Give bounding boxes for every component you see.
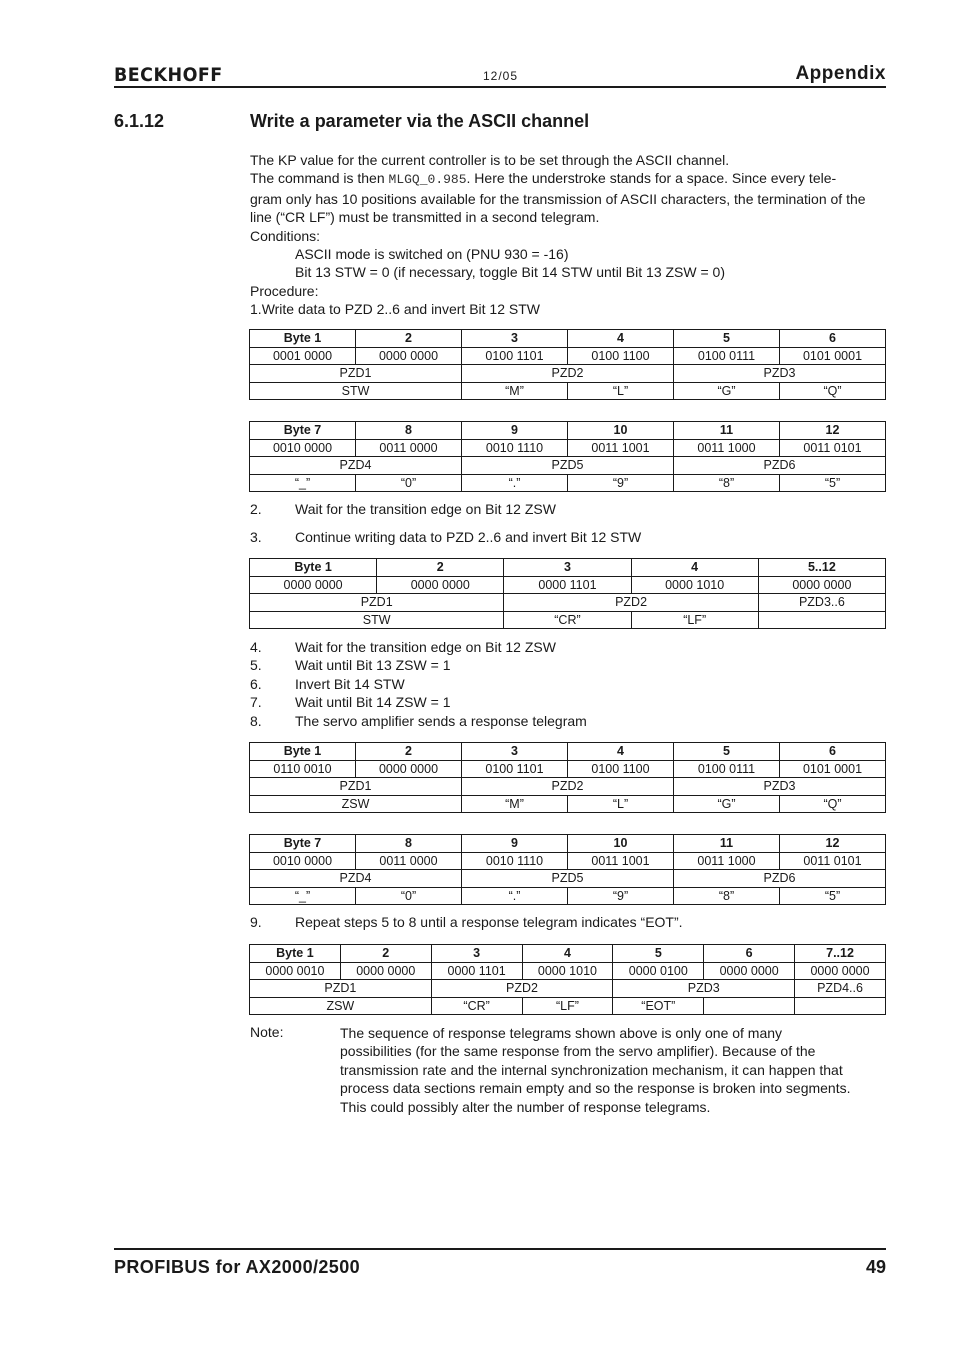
char-cell: “.” [462, 474, 568, 492]
table-row [250, 611, 886, 629]
bits-cell: 0100 1100 [568, 347, 674, 365]
header-cell: 10 [568, 422, 674, 440]
bits-cell: 0011 1000 [674, 852, 780, 870]
table-header-row [250, 559, 886, 577]
header-cell: Byte 1 [250, 743, 356, 761]
bits-cell: 0011 1000 [674, 439, 780, 457]
header-cell: 7..12 [795, 945, 886, 963]
intro-text [250, 151, 866, 319]
bits-cell: 0101 0001 [780, 760, 886, 778]
section-title: Write a parameter via the ASCII channel [250, 111, 590, 131]
char-cell: “_” [250, 474, 356, 492]
bits-cell: 0100 0111 [674, 347, 780, 365]
bits-cell: 0011 0101 [780, 852, 886, 870]
bits-cell: 0000 0000 [356, 760, 462, 778]
bits-cell: 0000 1101 [504, 576, 631, 594]
telegram-table-5 [249, 834, 886, 905]
char-cell: “8” [674, 474, 780, 492]
header-cell: 3 [431, 945, 522, 963]
table-row [250, 365, 886, 383]
header-cell: 3 [504, 559, 631, 577]
header-cell: 9 [462, 422, 568, 440]
bits-cell: 0010 1110 [462, 439, 568, 457]
pzd-cell: PZD4 [250, 870, 462, 888]
step-item: 4. Wait for the transition edge on Bit 12 ZSW [250, 639, 556, 655]
char-cell: “L” [568, 795, 674, 813]
table-row [250, 474, 886, 492]
bits-cell: 0100 1101 [462, 760, 568, 778]
char-cell: “M” [462, 382, 568, 400]
intro-line: The KP value for the current controller is to be set through the ASCII channel. [250, 152, 730, 168]
char-cell: STW [250, 611, 504, 629]
page-number: 49 [865, 1257, 886, 1277]
bits-cell: 0000 0000 [250, 576, 377, 594]
char-cell: ZSW [250, 997, 432, 1015]
step-item: 9. Repeat steps 5 to 8 until a response telegram indicates “EOT”. [250, 914, 683, 930]
header-cell: 2 [356, 330, 462, 348]
table-row [250, 439, 886, 457]
char-cell: “EOT” [613, 997, 704, 1015]
table-row [250, 778, 886, 796]
bits-cell: 0000 0000 [377, 576, 504, 594]
table-row [250, 576, 886, 594]
char-cell: STW [250, 382, 462, 400]
header-cell: 6 [780, 330, 886, 348]
intro-line: gram only has 10 positions available for the transmission of ASCII characters, the termination of the [250, 190, 866, 207]
header-cell: Byte 1 [250, 945, 341, 963]
note-label: Note: [250, 1024, 284, 1040]
intro-line: The command is then MLGQ_0.985. Here the understroke stands for a space. Since every tele- [250, 170, 837, 188]
header-cell: Byte 7 [250, 835, 356, 853]
table-header-row [250, 835, 886, 853]
header-cell: 2 [377, 559, 504, 577]
char-cell: “G” [674, 382, 780, 400]
table-row [250, 980, 886, 998]
note-line: The sequence of response telegrams shown above is only one of many [340, 1025, 783, 1041]
bits-cell: 0000 0000 [704, 962, 795, 980]
char-cell: “_” [250, 887, 356, 905]
char-cell: “9” [568, 887, 674, 905]
header-cell: 4 [522, 945, 613, 963]
header-cell: 6 [704, 945, 795, 963]
header-cell: 8 [356, 835, 462, 853]
char-cell: “.” [462, 887, 568, 905]
header-cell: 5 [674, 330, 780, 348]
document-date: 12/05 [483, 69, 519, 83]
char-cell: “Q” [780, 382, 886, 400]
pzd-cell: PZD2 [462, 365, 674, 383]
bits-cell: 0000 1010 [631, 576, 758, 594]
table-row [250, 962, 886, 980]
footer-title: PROFIBUS for AX2000/2500 [114, 1257, 361, 1277]
note-text [340, 1024, 886, 1116]
condition-item: ASCII mode is switched on (PNU 930 = -16) [295, 246, 569, 263]
header-cell: Byte 7 [250, 422, 356, 440]
table-header-row [250, 422, 886, 440]
table-row [250, 852, 886, 870]
step-item: 7. Wait until Bit 14 ZSW = 1 [250, 694, 451, 711]
step-item: 6. Invert Bit 14 STW [250, 675, 405, 692]
bits-cell: 0011 1001 [568, 852, 674, 870]
bits-cell: 0011 1001 [568, 439, 674, 457]
step-item: 2. Wait for the transition edge on Bit 12 ZSW [250, 501, 556, 517]
telegram-table-3 [249, 558, 886, 629]
header-cell: 2 [356, 743, 462, 761]
header-cell: 5 [613, 945, 704, 963]
header-cell: 3 [462, 330, 568, 348]
table-header-row [250, 743, 886, 761]
bits-cell: 0000 0000 [356, 347, 462, 365]
pzd-cell: PZD5 [462, 870, 674, 888]
conditions-label: Conditions: [250, 227, 321, 244]
table-row [250, 997, 886, 1015]
char-cell [795, 997, 886, 1015]
pzd-cell: PZD1 [250, 980, 432, 998]
telegram-table-4 [249, 742, 886, 813]
table-row [250, 760, 886, 778]
telegram-table-1 [249, 329, 886, 400]
pzd-cell: PZD5 [462, 457, 674, 475]
section-label: Appendix [795, 63, 886, 84]
step-item: 1.Write data to PZD 2..6 and invert Bit 12 STW [250, 301, 540, 318]
bits-cell: 0011 0101 [780, 439, 886, 457]
table-header-row [250, 945, 886, 963]
char-cell: “5” [780, 887, 886, 905]
table-header-row [250, 330, 886, 348]
condition-item: Bit 13 STW = 0 (if necessary, toggle Bit 14 STW until Bit 13 ZSW = 0) [295, 264, 726, 281]
section-number: 6.1.12 [114, 111, 165, 131]
header-cell: 11 [674, 835, 780, 853]
bits-cell: 0010 1110 [462, 852, 568, 870]
note-line: process data sections remain empty and so the response is broken into segments. [340, 1080, 851, 1097]
pzd-cell: PZD6 [674, 870, 886, 888]
pzd-cell: PZD4..6 [795, 980, 886, 998]
pzd-cell: PZD4 [250, 457, 462, 475]
header-rule [114, 86, 886, 88]
step-list [250, 638, 587, 730]
pzd-cell: PZD2 [504, 594, 758, 612]
char-cell: “L” [568, 382, 674, 400]
pzd-cell: PZD3..6 [758, 594, 885, 612]
char-cell: “LF” [522, 997, 613, 1015]
pzd-cell: PZD3 [674, 365, 886, 383]
char-cell: “8” [674, 887, 780, 905]
intro-line: line (“CR LF”) must be transmitted in a second telegram. [250, 209, 600, 226]
char-cell: ZSW [250, 795, 462, 813]
beckhoff-logo: BECKHOFF [114, 64, 223, 86]
footer-rule [114, 1248, 886, 1250]
header-cell: 12 [780, 835, 886, 853]
bits-cell: 0100 1101 [462, 347, 568, 365]
pzd-cell: PZD2 [462, 778, 674, 796]
header-cell: 2 [340, 945, 431, 963]
bits-cell: 0011 0000 [356, 852, 462, 870]
table-row [250, 887, 886, 905]
bits-cell: 0000 0000 [340, 962, 431, 980]
table-row [250, 382, 886, 400]
bits-cell: 0100 0111 [674, 760, 780, 778]
bits-cell: 0100 1100 [568, 760, 674, 778]
table-row [250, 594, 886, 612]
table-row [250, 870, 886, 888]
telegram-table-6 [249, 944, 886, 1015]
char-cell: “Q” [780, 795, 886, 813]
bits-cell: 0010 0000 [250, 852, 356, 870]
pzd-cell: PZD2 [431, 980, 613, 998]
step-item: 8. The servo amplifier sends a response telegram [250, 712, 587, 729]
header-cell: 4 [568, 330, 674, 348]
char-cell [758, 611, 885, 629]
bits-cell: 0000 0100 [613, 962, 704, 980]
pzd-cell: PZD3 [674, 778, 886, 796]
header-cell: 4 [568, 743, 674, 761]
step-item: 5. Wait until Bit 13 ZSW = 1 [250, 657, 451, 674]
procedure-label: Procedure: [250, 282, 319, 299]
bits-cell: 0010 0000 [250, 439, 356, 457]
bits-cell: 0000 0000 [795, 962, 886, 980]
char-cell: “5” [780, 474, 886, 492]
bits-cell: 0000 0000 [758, 576, 885, 594]
header-cell: 10 [568, 835, 674, 853]
char-cell: “CR” [431, 997, 522, 1015]
bits-cell: 0001 0000 [250, 347, 356, 365]
pzd-cell: PZD1 [250, 778, 462, 796]
pzd-cell: PZD3 [613, 980, 795, 998]
char-cell: “LF” [631, 611, 758, 629]
telegram-table-2 [249, 421, 886, 492]
char-cell: “G” [674, 795, 780, 813]
table-row [250, 795, 886, 813]
header-cell: 11 [674, 422, 780, 440]
bits-cell: 0110 0010 [250, 760, 356, 778]
note-line: possibilities (for the same response from the servo amplifier). Because of the [340, 1043, 816, 1060]
header-cell: 6 [780, 743, 886, 761]
note-line: This could possibly alter the number of response telegrams. [340, 1098, 711, 1115]
bits-cell: 0000 1101 [431, 962, 522, 980]
bits-cell: 0011 0000 [356, 439, 462, 457]
command-code: MLGQ_0.985 [388, 172, 467, 188]
bits-cell: 0000 0010 [250, 962, 341, 980]
header-cell: Byte 1 [250, 559, 377, 577]
char-cell [704, 997, 795, 1015]
header-cell: 4 [631, 559, 758, 577]
pzd-cell: PZD6 [674, 457, 886, 475]
char-cell: “CR” [504, 611, 631, 629]
table-row [250, 457, 886, 475]
char-cell: “0” [356, 474, 462, 492]
pzd-cell: PZD1 [250, 365, 462, 383]
header-cell: 12 [780, 422, 886, 440]
header-cell: 9 [462, 835, 568, 853]
header-cell: 3 [462, 743, 568, 761]
step-item: 3. Continue writing data to PZD 2..6 and invert Bit 12 STW [250, 529, 642, 545]
char-cell: “9” [568, 474, 674, 492]
pzd-cell: PZD1 [250, 594, 504, 612]
header-cell: 8 [356, 422, 462, 440]
header-cell: 5 [674, 743, 780, 761]
bits-cell: 0000 1010 [522, 962, 613, 980]
note-line: transmission rate and the internal synchronization mechanism, it can happen that [340, 1061, 843, 1078]
bits-cell: 0101 0001 [780, 347, 886, 365]
char-cell: “0” [356, 887, 462, 905]
header-cell: Byte 1 [250, 330, 356, 348]
header-cell: 5..12 [758, 559, 885, 577]
char-cell: “M” [462, 795, 568, 813]
table-row [250, 347, 886, 365]
